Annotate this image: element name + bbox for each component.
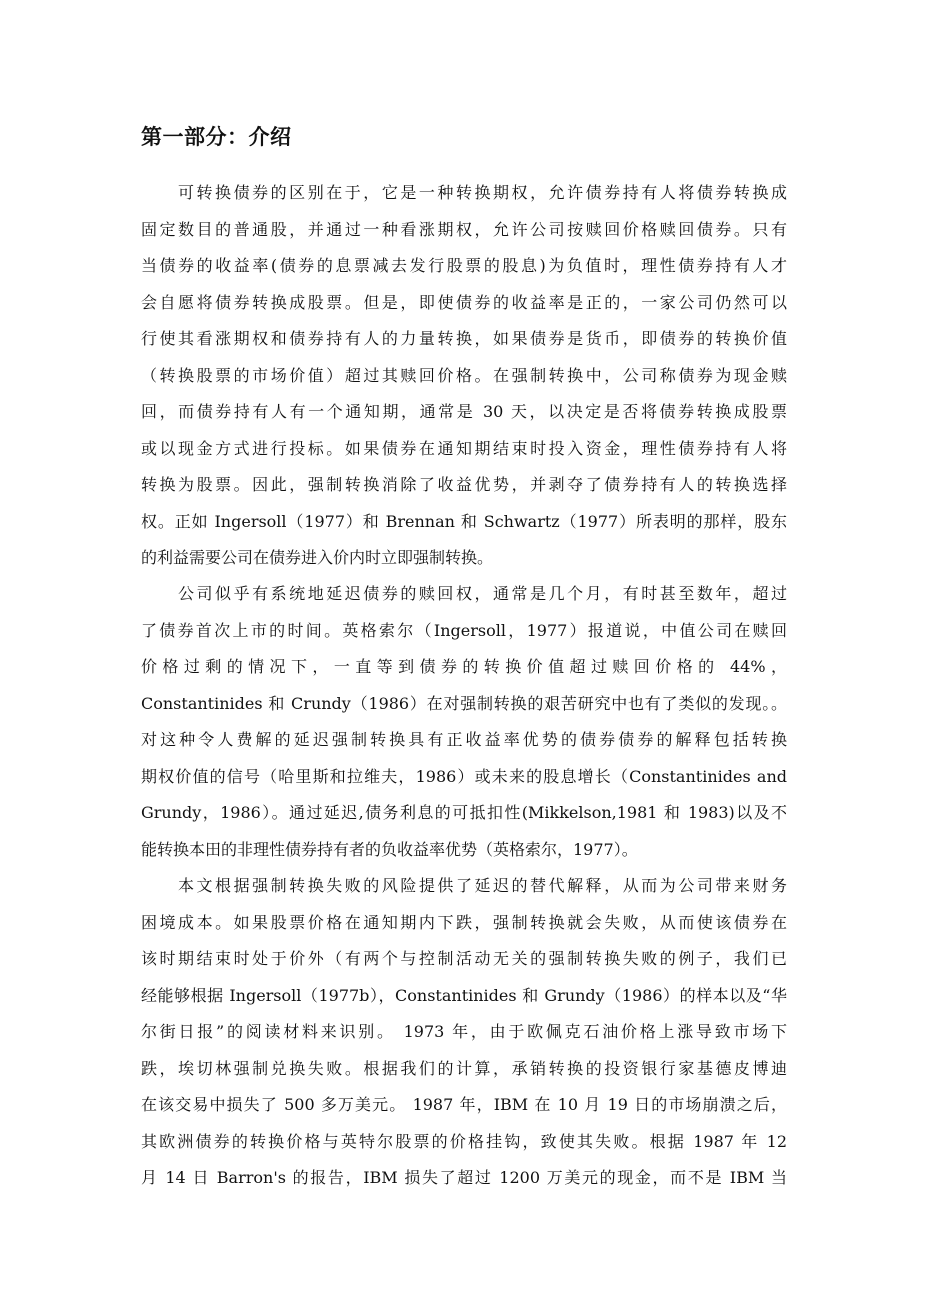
text-line: 尔街日报”的阅读材料来识别。 1973 年，由于欧佩克石油价格上涨导致市场下: [141, 1022, 787, 1041]
text-line: 固定数目的普通股，并通过一种看涨期权，允许公司按赎回价格赎回债券。只有: [141, 220, 787, 239]
text-line: 回，而债券持有人有一个通知期，通常是 30 天，以决定是否将债券转换成股票: [141, 402, 787, 421]
text-line: 跌，埃切林强制兑换失败。根据我们的计算，承销转换的投资银行家基德皮博迪: [141, 1059, 787, 1078]
text-line: 当债券的收益率(债券的息票减去发行股票的股息)为负值时，理性债券持有人才: [141, 256, 787, 275]
text-line: 价格过剩的情况下，一直等到债券的转换价值超过赎回价格的 44%，: [141, 657, 787, 676]
text-line: 可转换债券的区别在于，它是一种转换期权，允许债券持有人将债券转换成: [178, 183, 787, 202]
text-line: Grundy，1986）。通过延迟,债务利息的可抵扣性(Mikkelson,1981 和 1983)以及不: [141, 803, 787, 822]
text-line: 经能够根据 Ingersoll（1977b），Constantinides 和 Grundy（1986）的样本以及“华: [141, 986, 787, 1005]
text-line: （转换股票的市场价值）超过其赎回价格。在强制转换中，公司称债券为现金赎: [141, 366, 787, 385]
text-line: 对这种令人费解的延迟强制转换具有正收益率优势的债券债券的解释包括转换: [141, 730, 787, 749]
section-heading: 第一部分：介绍: [141, 125, 292, 149]
text-line: 转换为股票。因此，强制转换消除了收益优势，并剥夺了债券持有人的转换选择: [141, 475, 787, 494]
text-line: 本文根据强制转换失败的风险提供了延迟的替代解释，从而为公司带来财务: [178, 876, 787, 895]
text-line: 能转换本田的非理性债券持有者的负收益率优势（英格索尔，1977）。: [141, 840, 638, 859]
text-line: 月 14 日 Barron's 的报告，IBM 损失了超过 1200 万美元的现金，而不是 IBM 当: [141, 1168, 787, 1187]
text-line: 或以现金方式进行投标。如果债券在通知期结束时投入资金，理性债券持有人将: [141, 439, 787, 458]
text-line: 该时期结束时处于价外（有两个与控制活动无关的强制转换失败的例子，我们已: [141, 949, 787, 968]
text-line: 权。正如 Ingersoll（1977）和 Brennan 和 Schwartz（1977）所表明的那样，股东: [141, 512, 787, 531]
text-line: 困境成本。如果股票价格在通知期内下跌，强制转换就会失败，从而使该债券在: [141, 913, 787, 932]
text-line: 其欧洲债券的转换价格与英特尔股票的价格挂钩，致使其失败。根据 1987 年 12: [141, 1132, 787, 1151]
text-line: 行使其看涨期权和债券持有人的力量转换，如果债券是货币，即债券的转换价值: [141, 329, 787, 348]
text-line: 期权价值的信号（哈里斯和拉维夫，1986）或未来的股息增长（Constantinides and: [141, 767, 787, 786]
text-line: 的利益需要公司在债券进入价内时立即强制转换。: [141, 548, 494, 567]
text-line: 在该交易中损失了 500 多万美元。 1987 年，IBM 在 10 月 19 日的市场崩溃之后，: [141, 1095, 787, 1114]
text-line: 会自愿将债券转换成股票。但是，即使债券的收益率是正的，一家公司仍然可以: [141, 293, 787, 312]
text-line: 公司似乎有系统地延迟债券的赎回权，通常是几个月，有时甚至数年，超过: [178, 584, 787, 603]
text-line: Constantinides 和 Crundy（1986）在对强制转换的艰苦研究中也有了类似的发现。。: [141, 694, 787, 713]
text-line: 了债券首次上市的时间。英格索尔（Ingersoll，1977）报道说，中值公司在赎回: [141, 621, 787, 640]
